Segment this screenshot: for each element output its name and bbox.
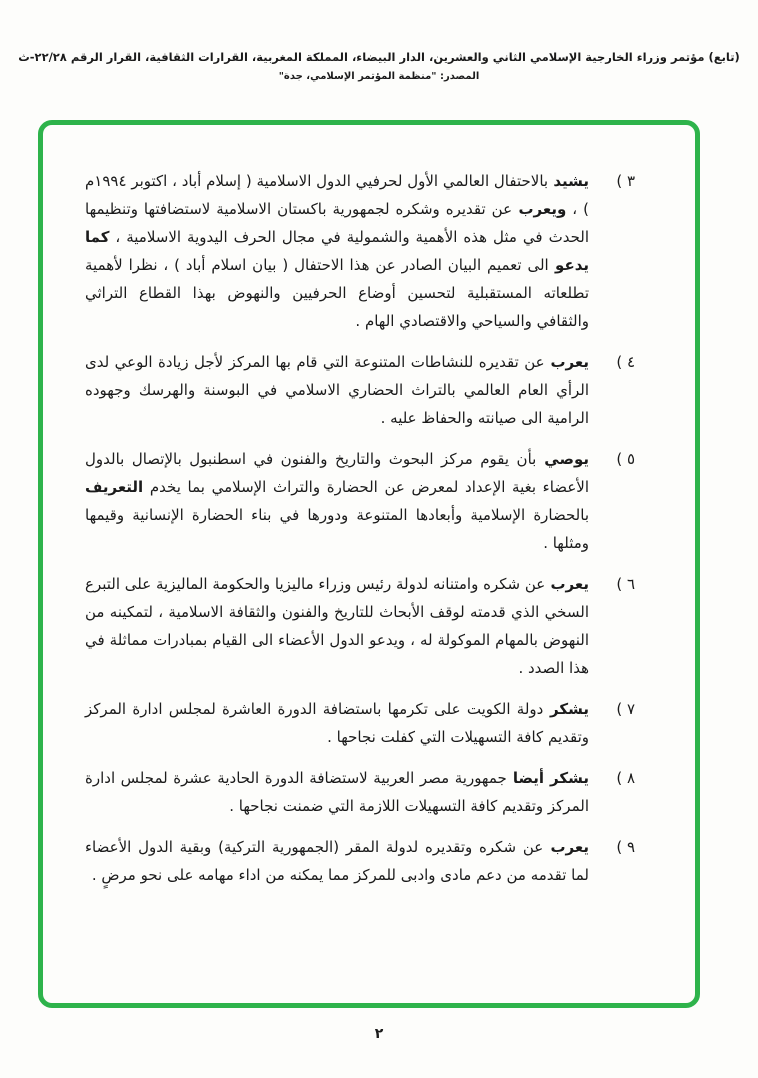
resolution-body-text: بالحضارة الإسلامية وأبعادها المتنوعة ودورها في بناء الحضارة الإنسانية وقيمها ومثلها . [85, 506, 589, 552]
resolution-item [85, 833, 635, 889]
resolution-body-text: دولة الكويت على تكرمها باستضافة الدورة العاشرة لمجلس ادارة المركز وتقديم كافة التسهيلات التي كفلت نجاحها . [85, 700, 589, 746]
resolution-item [85, 348, 635, 432]
resolution-text [85, 348, 589, 432]
resolution-text [85, 764, 589, 820]
resolution-body-text: بالاحتفال العالمي الأول لحرفيي الدول الاسلامية ( إسلام أباد ، اكتوبر ١٩٩٤م ) ، [85, 172, 589, 218]
resolution-text [85, 695, 589, 751]
resolutions-list [85, 167, 635, 889]
resolution-item [85, 570, 635, 682]
header-title-line: (تابع) مؤتمر وزراء الخارجية الإسلامي الثاني والعشرين، الدار البيضاء، المملكة المغربية، القرارات الثقافية، القرار الرقم ٢٢/٢٨-ث [18, 50, 740, 64]
resolution-number: ٩ ) [616, 838, 635, 856]
resolution-number: ٦ ) [616, 575, 635, 593]
resolution-item [85, 445, 635, 557]
resolution-verb-bold: كما يدعو [85, 228, 590, 274]
resolution-text [85, 570, 589, 682]
resolution-number: ٧ ) [616, 700, 635, 718]
resolution-body-text: عن شكره وامتنانه لدولة رئيس وزراء ماليزيا والحكومة الماليزية على التبرع السخي الذي قدمته لوقف الأبحاث للتاريخ والفنون والثقافة الاسلامية ، لتمكينه من النهوض بالمهام الموكولة له ، ويدعو الدول الأعضاء الى القيام بمبادرات مماثلة في هذا الصدد . [85, 575, 589, 677]
page-number: ٢ [374, 1026, 384, 1042]
resolution-body-text: الى تعميم البيان الصادر عن هذا الاحتفال ( بيان اسلام أباد ) ، نظرا لأهمية تطلعاته المستقبلية لتحسين أوضاع الحرفيين والنهوض بهذا القطاع التراثي والثقافي والسياحي والاقتصادي الهام . [85, 256, 589, 330]
resolution-verb-bold: يعرب [543, 838, 589, 856]
resolution-body-text: عن تقديره وشكره لجمهورية باكستان الاسلامية لاستضافتها وتنظيمها الحدث في مثل هذه الأهمية والشمولية في مجال الحرف اليدوية الاسلامية ، [85, 200, 589, 246]
resolution-body-text: جمهورية مصر العربية لاستضافة الدورة الحادية عشرة لمجلس ادارة المركز وتقديم كافة التسهيلات اللازمة التي ضمنت نجاحها . [85, 769, 589, 815]
resolution-verb-bold: يشيد [548, 172, 589, 190]
header-source-line: المصدر: "منظمة المؤتمر الإسلامي، جدة" [278, 71, 480, 82]
resolution-item [85, 764, 635, 820]
resolution-number: ٤ ) [616, 353, 635, 371]
resolution-number: ٥ ) [616, 450, 635, 468]
resolution-number: ٨ ) [616, 769, 635, 787]
resolution-item [85, 695, 635, 751]
resolution-text [85, 167, 589, 335]
resolution-verb-bold: يشكر أيضا [506, 769, 589, 787]
resolution-text [85, 445, 589, 557]
resolution-body-text: عن تقديره للنشاطات المتنوعة التي قام بها المركز لأجل زيادة الوعي لدى الرأي العام العالمي بالتراث الحضاري الاسلامي في البوسنة والهرسك وجهوده الرامية الى صيانته والحفاظ عليه . [85, 353, 589, 427]
resolution-verb-bold: يوصي [536, 450, 589, 468]
resolution-body-text: عن شكره وتقديره لدولة المقر (الجمهورية التركية) وبقية الدول الأعضاء لما تقدمه من دعم مادى وادبى للمركز مما يمكنه من اداء مهامه على نحو مرضٍ . [85, 838, 589, 884]
resolution-verb-bold: يشكر [543, 700, 589, 718]
resolution-verb-bold: يعرب [544, 353, 589, 371]
resolution-verb-bold: يعرب [545, 575, 589, 593]
resolution-number: ٣ ) [616, 172, 635, 190]
resolution-item [85, 167, 635, 335]
resolution-body-text: بأن يقوم مركز البحوث والتاريخ والفنون في اسطنبول بالإتصال بالدول الأعضاء بغية الإعداد لمعرض عن الحضارة والتراث الإسلامي بما يخدم [85, 450, 589, 496]
resolution-verb-bold: ويعرب [512, 200, 567, 218]
document-header [0, 50, 758, 82]
resolution-verb-bold: التعريف [85, 478, 144, 496]
resolution-text [85, 833, 589, 889]
resolutions-box [38, 120, 700, 1008]
